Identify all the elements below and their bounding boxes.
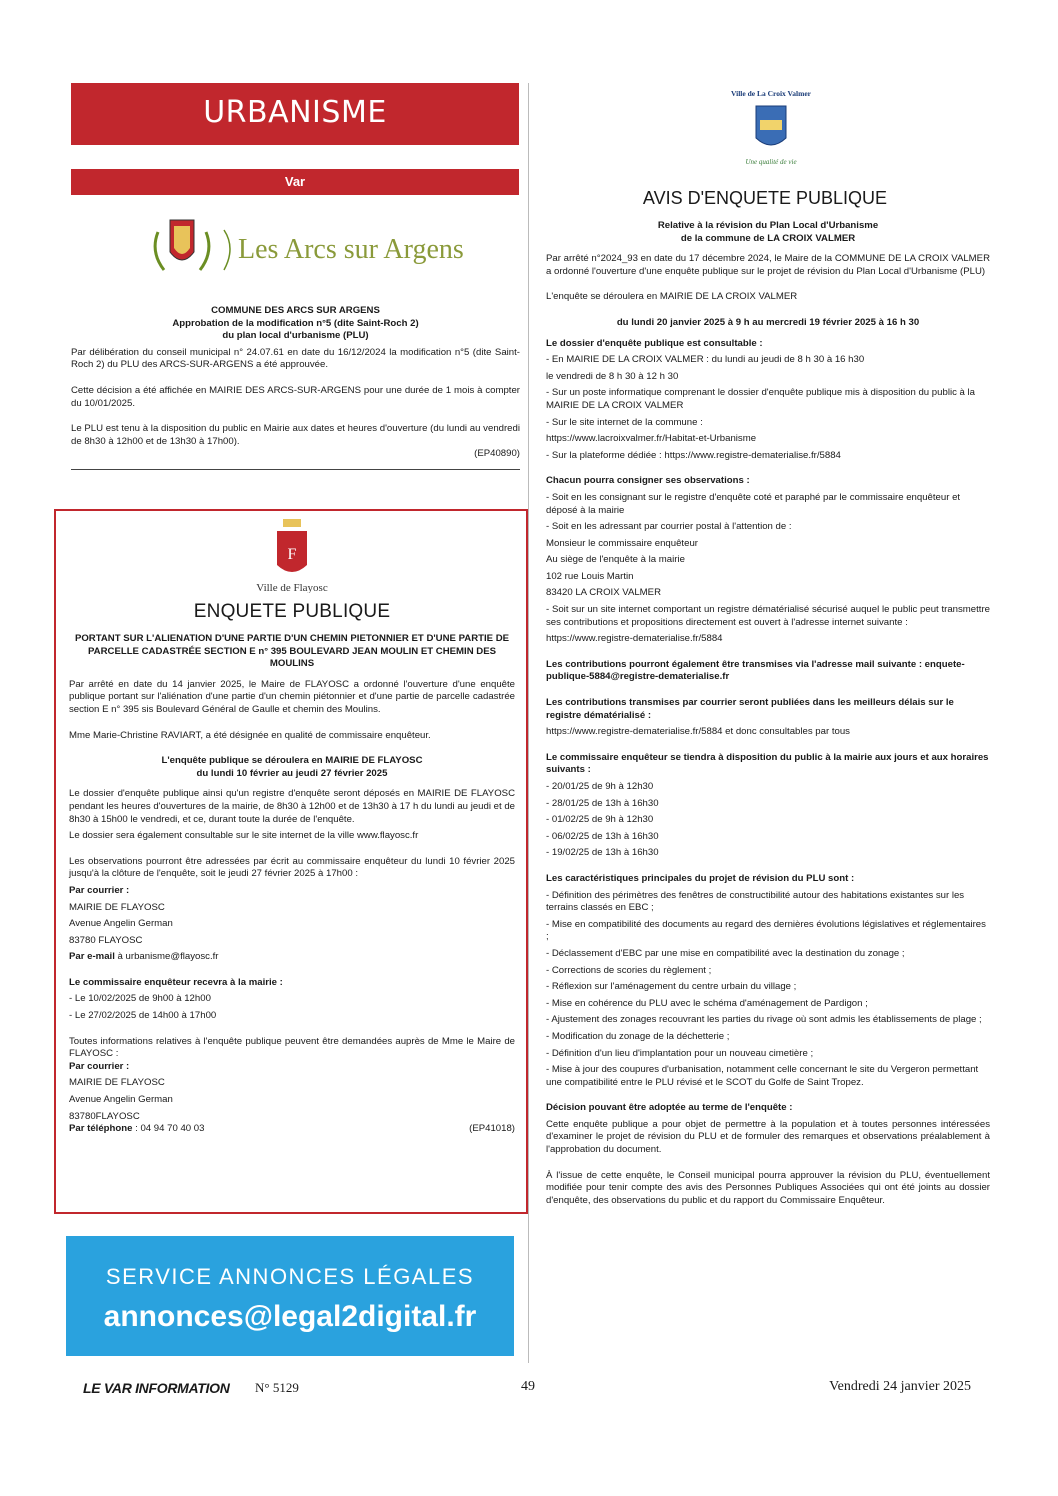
flayosc-email-value: à urbanisme@flayosc.fr xyxy=(117,951,219,963)
service-title: SERVICE ANNONCES LÉGALES xyxy=(105,1264,475,1289)
croix-permanence-3: - 01/02/25 de 9h à 12h30 xyxy=(546,814,654,826)
croix-carac-2: - Mise en compatibilité des documents au regard des dernières évolutions législatives et réglementaires ; xyxy=(546,918,986,943)
croix-permanence-5: - 19/02/25 de 13h à 16h30 xyxy=(546,847,659,859)
croix-obs-7: - Soit sur un site internet comportant un registre dématérialisé sécurisé auquel le public peut transmettre ses contributions et propositions directement est ouvert à l'adresse internet suivante : xyxy=(546,604,990,628)
croix-carac-6: - Mise en cohérence du PLU avec le schéma d'aménagement de Pardigon ; xyxy=(546,997,868,1009)
croix-decision-1: Cette enquête publique a pour objet de permettre à la population et à toutes personnes intéressées d'examiner le projet de révision du PLU et de formuler des remarques et observations préalablement à l'approbation du document. xyxy=(546,1118,990,1156)
flayosc-paragraph-3: Le dossier d'enquête publique ainsi qu'un registre d'enquête seront déposés en MAIRIE DE FLAYOSC pendant les heures d'ouvertures de la mairie, de 8h30 à 12h00 et de 13h30 à 17 h du lundi au jeudi et de 8h30 à 15h00 le vendredi, et ce, durant toute la durée de l'enquête. xyxy=(69,788,515,825)
urbanisme-title: URBANISME xyxy=(203,95,387,130)
flayosc-dates-2: du lundi 10 février au jeudi 27 février 2025 xyxy=(196,767,388,779)
arcs-reference: (EP40890) xyxy=(474,448,520,460)
flayosc-paragraph-4: Le dossier sera également consultable sur le site internet de la ville www.flayosc.fr xyxy=(69,830,419,842)
svg-text:F: F xyxy=(287,546,297,563)
avis-title: AVIS D'ENQUETE PUBLIQUE xyxy=(642,188,888,208)
flayosc-rdv-1: - Le 10/02/2025 de 9h00 à 12h00 xyxy=(69,993,211,1005)
flayosc-address-line-2: Avenue Angelin German xyxy=(69,918,173,930)
publication-date: Vendredi 24 janvier 2025 xyxy=(829,1379,971,1394)
flayosc-paragraph-2: Mme Marie-Christine RAVIART, a été désignée en qualité de commissaire enquêteur. xyxy=(69,729,431,741)
arcs-paragraph-3: Le PLU est tenu à la disposition du public en Mairie aux dates et heures d'ouverture (du lundi au vendredi de 8h30 à 12h00 et de 13h30 à 17h00). xyxy=(71,423,520,447)
arcs-logo-text: Les Arcs sur Argens xyxy=(238,234,464,265)
croix-obs-6: 83420 LA CROIX VALMER xyxy=(546,587,662,599)
croix-heading-consultable: Le dossier d'enquête publique est consultable : xyxy=(546,337,763,349)
flayosc-phone-label: Par téléphone xyxy=(69,1123,133,1135)
croix-carac-8: - Modification du zonage de la déchetterie ; xyxy=(546,1030,730,1042)
croix-carac-10: - Mise à jour des coupures d'urbanisation, notamment celle concernant le site du Vergeron permettant une compatibilité entre le PLU révisé et le SCOT du Golfe de Saint Tropez. xyxy=(546,1064,979,1088)
croix-permanence-4: - 06/02/25 de 13h à 16h30 xyxy=(546,830,659,842)
flayosc-reference: (EP41018) xyxy=(469,1123,515,1135)
urbanisme-banner xyxy=(71,83,519,145)
page-footer xyxy=(71,1378,971,1398)
croix-carac-3: - Déclassement d'EBC par une mise en compatibilité avec la destination du zonage ; xyxy=(546,947,905,959)
flayosc-logo-text: Ville de Flayosc xyxy=(256,582,328,593)
region-banner xyxy=(71,169,519,195)
flayosc-subtitle: PORTANT SUR L'ALIENATION D'UNE PARTIE D'UN CHEMIN PIETONNIER ET D'UNE PARTIE DE PARCELLE CADASTRÉE SECTION E n° 395 BOULEVARD JEAN MOULIN ET CHEMIN DES MOULINS xyxy=(74,633,510,670)
flayosc-address-line-1: MAIRIE DE FLAYOSC xyxy=(69,901,165,913)
croix-consult-2: le vendredi de 8 h 30 à 12 h 30 xyxy=(546,370,679,382)
arcs-sur-argens-logo xyxy=(140,212,470,287)
croix-carac-9: - Définition d'un lieu d'implantation pour un nouveau cimetière ; xyxy=(546,1047,814,1059)
croix-paragraph-1: Par arrêté n°2024_93 en date du 17 décembre 2024, le Maire de la COMMUNE DE LA CROIX VALMER a ordonné l'ouverture d'une enquête publique sur le projet de révision du Plan Local d'Urbanisme (PLU) xyxy=(546,253,990,277)
flayosc-dates-1: L'enquête publique se déroulera en MAIRIE DE FLAYOSC xyxy=(161,755,423,767)
croix-obs-5: 102 rue Louis Martin xyxy=(546,570,634,582)
arcs-heading-2: Approbation de la modification n°5 (dite Saint-Roch 2) xyxy=(172,317,419,329)
croix-heading-decision: Décision pouvant être adoptée au terme de l'enquête : xyxy=(546,1102,793,1114)
flayosc-address-line-3: 83780 FLAYOSC xyxy=(69,934,143,946)
flayosc-paragraph-1: Par arrêté en date du 14 janvier 2025, le Maire de FLAYOSC a ordonné l'ouverture d'une enquête publique portant sur l'aliénation d'une partie d'un chemin piétonnier et d'une partie de parcelle cadastrée section E n° 395 sis Boulevard Général de Gaulle et chemin des Moulins. xyxy=(69,678,515,715)
arcs-notice xyxy=(71,305,520,470)
croix-consult-5: https://www.lacroixvalmer.fr/Habitat-et-Urbanisme xyxy=(546,433,757,445)
arcs-paragraph-1: Par délibération du conseil municipal n° 24.07.61 en date du 16/12/2024 la modification n°5 (dite Saint-Roch 2) du PLU des ARCS-SUR-ARGENS a été approuvée. xyxy=(71,346,520,371)
croix-dates: du lundi 20 janvier 2025 à 9 h au mercredi 19 février 2025 à 16 h 30 xyxy=(616,316,920,328)
column-divider xyxy=(528,83,529,1363)
publication-name: LE VAR INFORMATION xyxy=(83,1380,230,1396)
croix-valmer-notice xyxy=(546,220,990,1207)
flayosc-email-label: Par e-mail xyxy=(69,951,115,963)
flayosc-phone-row xyxy=(69,1123,515,1136)
croix-heading-courrier: Les contributions transmises par courrier seront publiées dans les meilleurs délais sur le registre dématérialisé : xyxy=(546,697,954,721)
flayosc-courrier-label: Par courrier : xyxy=(69,884,130,896)
croix-subtitle-2: de la commune de LA CROIX VALMER xyxy=(680,232,856,244)
croix-subtitle-1: Relative à la révision du Plan Local d'Urbanisme xyxy=(657,220,879,231)
flayosc-email-line xyxy=(69,951,515,964)
flayosc-address-2-line-3: 83780FLAYOSC xyxy=(69,1110,140,1122)
croix-obs-8: https://www.registre-dematerialise.fr/5884 xyxy=(546,633,723,645)
flayosc-notice xyxy=(54,509,528,1214)
croix-consult-4: - Sur le site internet de la commune : xyxy=(546,416,703,428)
croix-carac-4: - Corrections de scories du règlement ; xyxy=(546,964,712,976)
flayosc-address-2-line-1: MAIRIE DE FLAYOSC xyxy=(69,1077,165,1089)
issue-number: N° 5129 xyxy=(255,1380,299,1395)
flayosc-logo xyxy=(69,515,515,593)
flayosc-recoit: Le commissaire enquêteur recevra à la mairie : xyxy=(69,976,283,988)
flayosc-title: ENQUETE PUBLIQUE xyxy=(193,601,391,622)
croix-paragraph-2: L'enquête se déroulera en MAIRIE DE LA CROIX VALMER xyxy=(546,291,798,303)
flayosc-address-2-line-2: Avenue Angelin German xyxy=(69,1094,173,1106)
croix-heading-observations: Chacun pourra consigner ses observations : xyxy=(546,475,750,487)
croix-obs-3: Monsieur le commissaire enquêteur xyxy=(546,537,698,549)
croix-heading-mail: Les contributions pourront également être transmises via l'adresse mail suivante : enquete-publique-5884@registre-dematerialise.fr xyxy=(546,658,965,683)
section-divider xyxy=(71,469,520,470)
flayosc-phone-value: : 04 94 70 40 03 xyxy=(135,1123,205,1135)
arcs-heading-1: COMMUNE DES ARCS SUR ARGENS xyxy=(211,305,380,316)
croix-consult-3: - Sur un poste informatique comprenant le dossier d'enquête publique mis à disposition du public à la MAIRIE DE LA CROIX VALMER xyxy=(546,387,976,411)
croix-permanence-1: - 20/01/25 de 9h à 12h30 xyxy=(546,781,654,792)
croix-consult-1: - En MAIRIE DE LA CROIX VALMER : du lundi au jeudi de 8 h 30 à 16 h30 xyxy=(546,354,865,366)
arcs-heading-3: du plan local d'urbanisme (PLU) xyxy=(222,330,369,342)
croix-carac-5: - Réflexion sur l'aménagement du centre urbain du village ; xyxy=(546,981,797,993)
service-email: annonces@legal2digital.fr xyxy=(103,1300,477,1333)
page-number: 49 xyxy=(521,1379,535,1394)
croix-decision-2: À l'issue de cette enquête, le Conseil municipal pourra approuver la révision du PLU, éventuellement modifiée pour tenir compte des avis des Personnes Publiques Associées qui ont été joints au dossier d'enquête, des observations du public et du rapport du Commissaire Enquêteur. xyxy=(546,1169,990,1206)
service-annonces-banner xyxy=(66,1236,514,1356)
croix-consult-6: - Sur la plateforme dédiée : https://www.registre-dematerialise.fr/5884 xyxy=(546,449,841,461)
flayosc-rdv-2: - Le 27/02/2025 de 14h00 à 17h00 xyxy=(69,1010,217,1022)
croix-logo-bottom-text: Une qualité de vie xyxy=(745,158,797,166)
flayosc-paragraph-5: Les observations pourront être adressées par écrit au commissaire enquêteur du lundi 10 février 2025 jusqu'à la clôture de l'enquête, soit le jeudi 27 février 2025 à 17h00 : xyxy=(69,855,515,880)
croix-permanence-2: - 28/01/25 de 13h à 16h30 xyxy=(546,797,659,809)
arcs-paragraph-2: Cette décision a été affichée en MAIRIE DES ARCS-SUR-ARGENS pour une durée de 1 mois à compter du 10/01/2025. xyxy=(71,384,520,409)
croix-carac-7: - Ajustement des zonages recouvrant les parties du rivage où sont admis les établissements de plage ; xyxy=(546,1014,982,1026)
croix-heading-caracteristiques: Les caractéristiques principales du projet de révision du PLU sont : xyxy=(546,872,855,884)
flayosc-paragraph-6: Toutes informations relatives à l'enquête publique peuvent être demandées auprès de Mme le Maire de FLAYOSC : xyxy=(69,1035,515,1060)
croix-obs-1: - Soit en les consignant sur le registre d'enquête coté et paraphé par le commissaire enquêteur et déposé à la mairie xyxy=(546,491,961,516)
croix-heading-permanences: Le commissaire enquêteur se tiendra à disposition du public à la mairie aux jours et aux horaires suivants : xyxy=(546,751,989,776)
croix-courrier-link: https://www.registre-dematerialise.fr/5884 et donc consultables par tous xyxy=(546,726,850,738)
croix-obs-2: - Soit en les adressant par courrier postal à l'attention de : xyxy=(546,521,792,533)
flayosc-courrier-label-2: Par courrier : xyxy=(69,1060,130,1072)
croix-logo-top-text: Ville de La Croix Valmer xyxy=(731,89,811,98)
region-title: Var xyxy=(284,174,306,189)
croix-carac-1: - Définition des périmètres des fenêtres de constructibilité autour des habitations existantes sur les terrains classés en EBC ; xyxy=(546,889,965,914)
la-croix-valmer-logo xyxy=(728,86,814,168)
croix-obs-4: Au siège de l'enquête à la mairie xyxy=(546,554,685,566)
